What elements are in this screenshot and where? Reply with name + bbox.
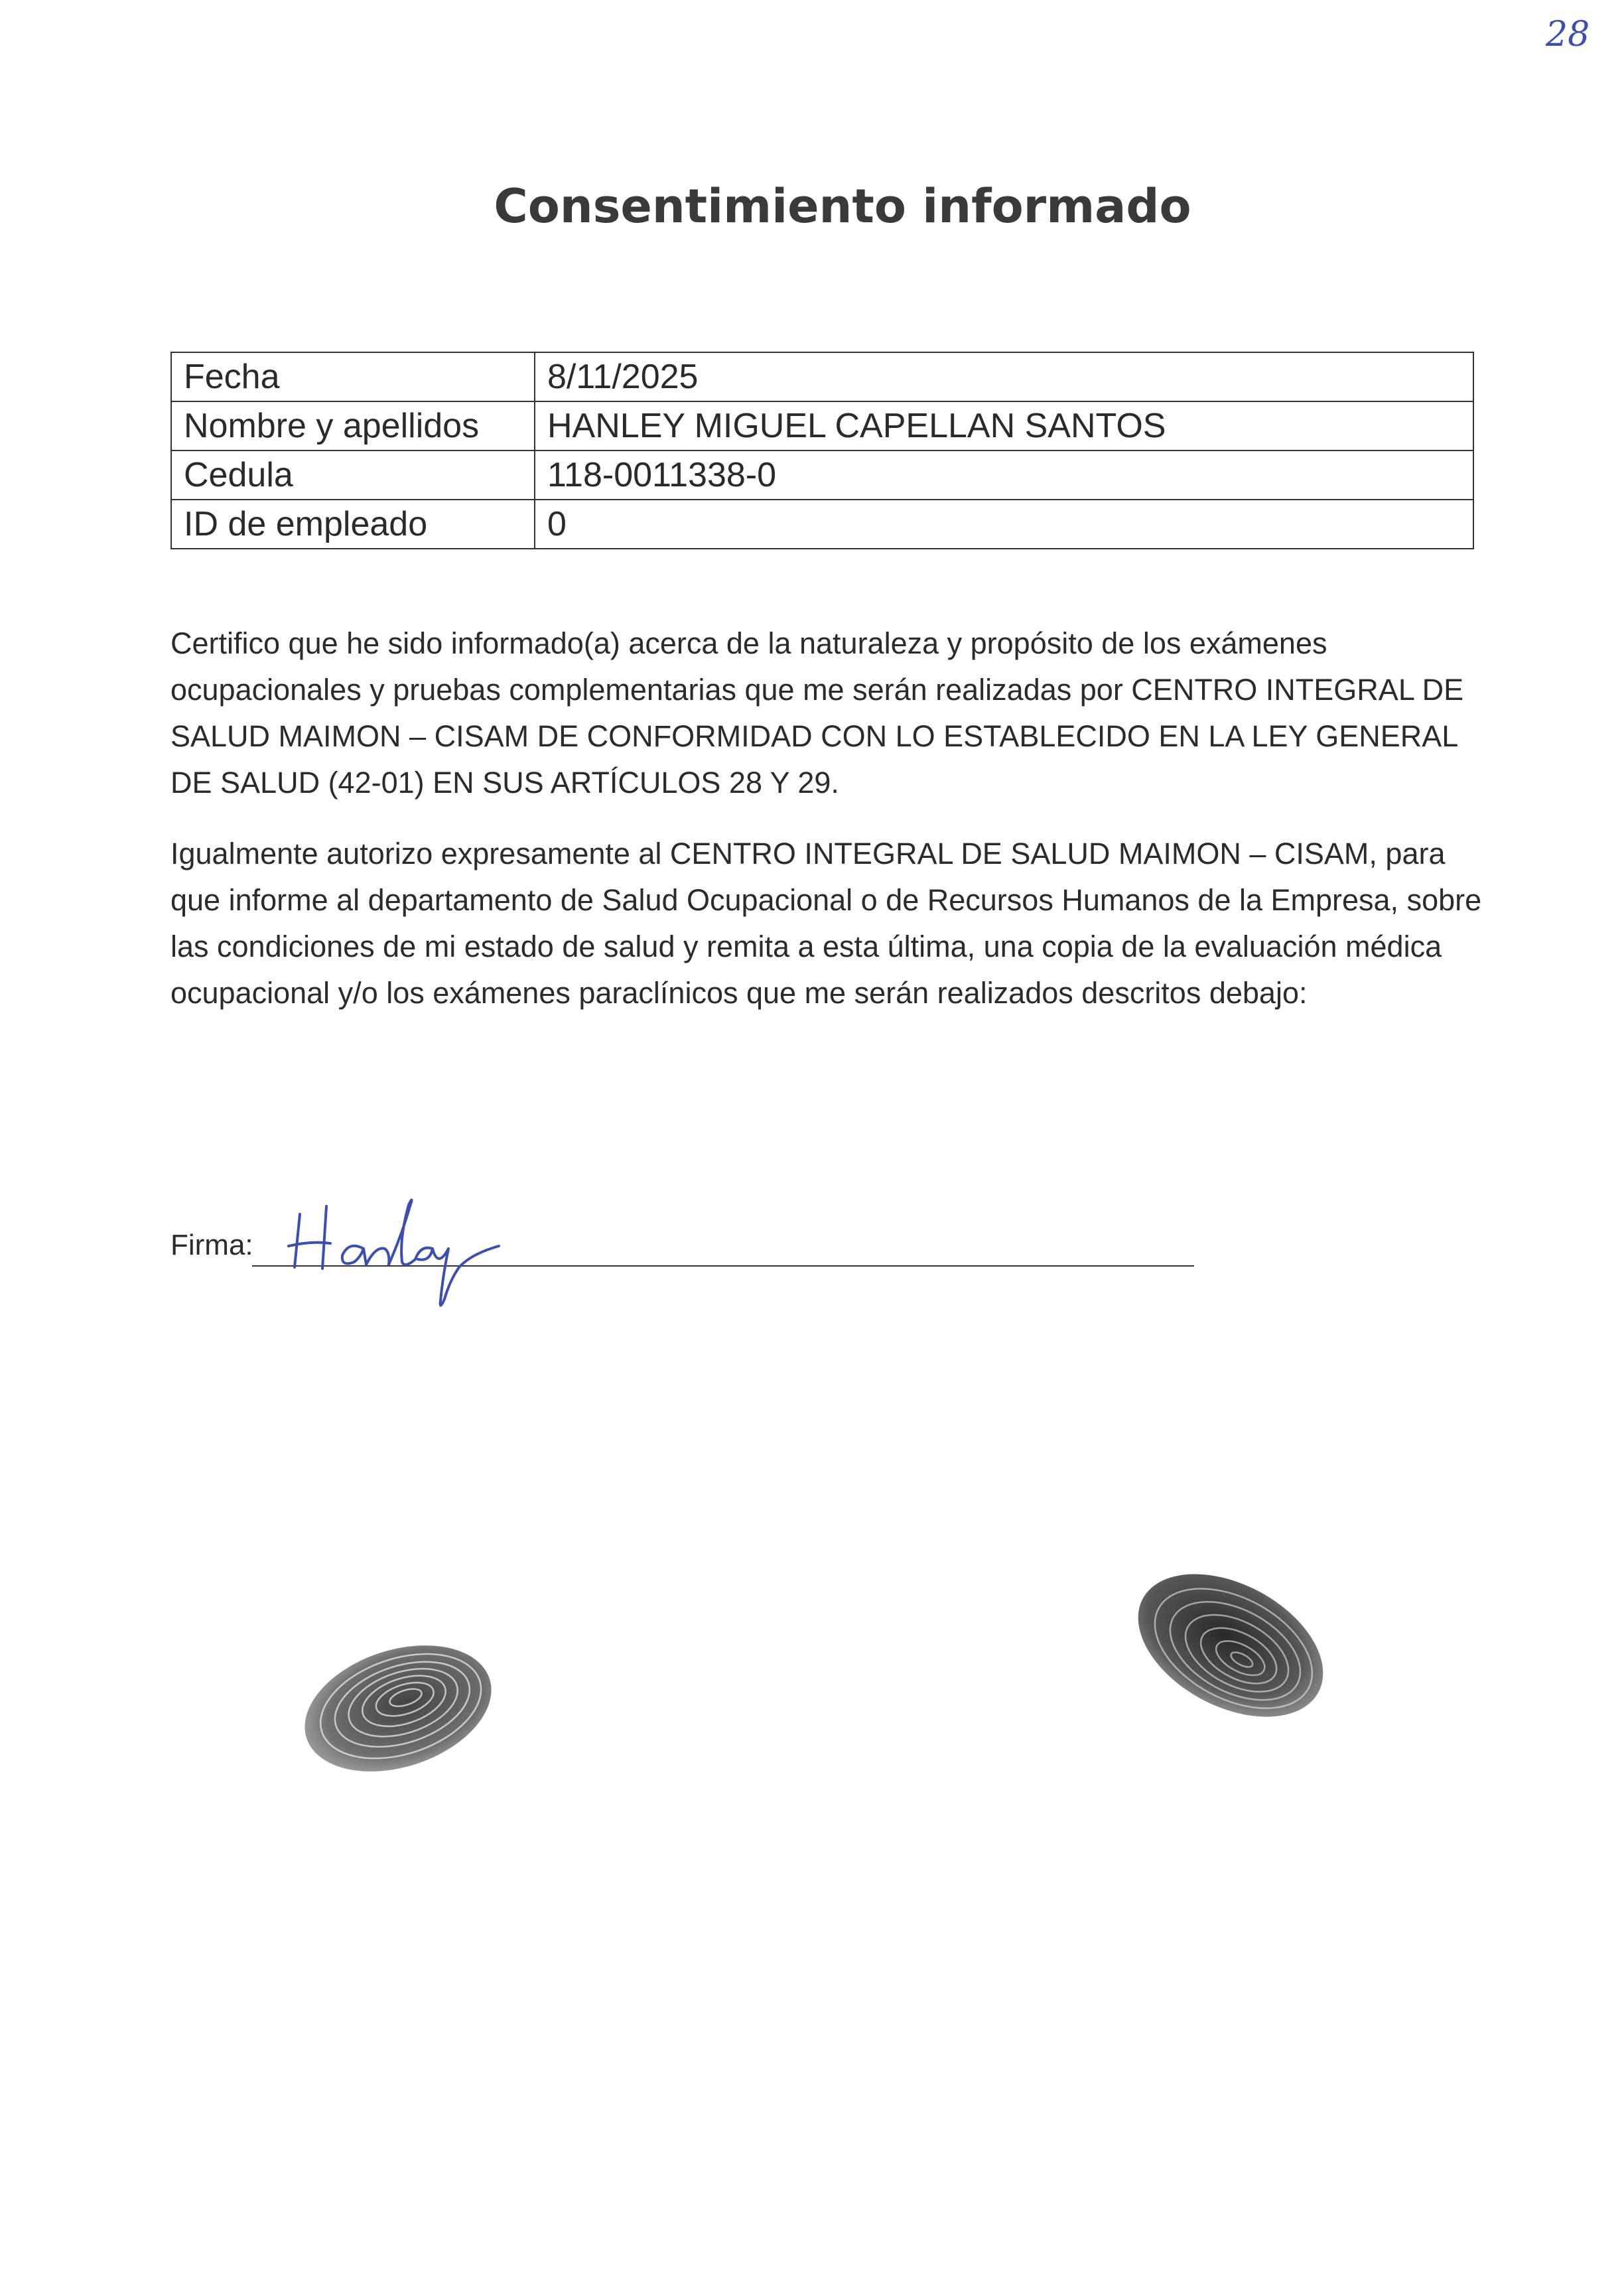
id-empleado-label: ID de empleado xyxy=(171,500,535,549)
fingerprint-right xyxy=(1118,1559,1343,1732)
nombre-value: HANLEY MIGUEL CAPELLAN SANTOS xyxy=(535,401,1473,451)
certification-paragraph: Certifico que he sido informado(a) acerca de la naturaleza y propósito de los exámenes ocupacionales y pruebas complementarias que me serán realizadas por CENTRO INTEGRAL DE SALUD MAIMON – CISAM DE CONFORMIDAD CON LO ESTABLECIDO EN LA LEY GENERAL DE SALUD (42-01) EN SUS ARTÍCULOS 28 Y 29. xyxy=(170,626,1464,799)
authorization-paragraph: Igualmente autorizo expresamente al CENTRO INTEGRAL DE SALUD MAIMON – CISAM, para que informe al departamento de Salud Ocupacional o de Recursos Humanos de la Empresa, sobre las condiciones de mi estado de salud y remita a esta última, una copia de la evaluación médica ocupacional y/o los exámenes paraclínicos que me serán realizados descritos debajo: xyxy=(170,837,1482,1010)
table-row xyxy=(171,352,1473,401)
fingerprint-left xyxy=(292,1629,504,1788)
id-empleado-value: 0 xyxy=(535,500,1473,549)
firma-label: Firma: xyxy=(170,1229,253,1261)
table-row xyxy=(171,401,1473,451)
table-row xyxy=(171,451,1473,500)
cedula-label: Cedula xyxy=(171,451,535,500)
table-row xyxy=(171,500,1473,549)
fecha-value: 8/11/2025 xyxy=(535,352,1473,401)
nombre-label: Nombre y apellidos xyxy=(171,401,535,451)
page-number: 28 xyxy=(1546,15,1590,54)
info-table xyxy=(170,352,1474,549)
cedula-value: 118-0011338-0 xyxy=(535,451,1473,500)
handwritten-signature xyxy=(285,1174,551,1314)
fecha-label: Fecha xyxy=(171,352,535,401)
document-title: Consentimiento informado xyxy=(494,179,1191,234)
